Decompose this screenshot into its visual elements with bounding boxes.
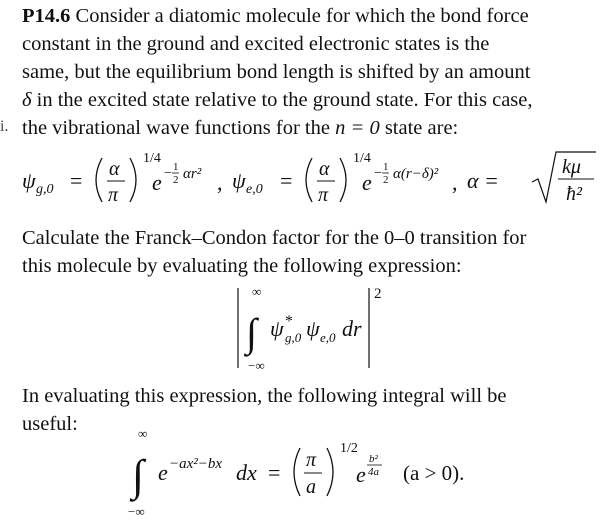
- lower-limit-minus-infinity-3: −∞: [128, 504, 145, 519]
- right-paren-1: [130, 158, 136, 202]
- half-den-2: 2: [383, 174, 389, 186]
- exp-minus-1: −: [164, 166, 172, 181]
- problem-text-5: the vibrational wave functions for the: [22, 117, 330, 139]
- problem-line-5: [22, 114, 597, 142]
- integral-sign-3: ∫: [132, 451, 145, 500]
- lower-limit-minus-infinity: −∞: [248, 358, 265, 373]
- left-paren-2: [306, 158, 312, 202]
- problem-label: P14.6: [22, 5, 71, 27]
- wavefunction-equation: [0, 146, 608, 206]
- problem-text: Consider a diatomic molecule for which the bond force: [75, 5, 529, 27]
- squared-power: 2: [374, 286, 382, 302]
- psi-g-conj: ψ: [270, 316, 284, 341]
- power-half: 1/2: [340, 441, 358, 456]
- power-quarter-1: 1/4: [143, 151, 161, 166]
- alpha-num-1: α: [109, 158, 120, 180]
- exponent-3: −ax²−bx: [169, 456, 223, 472]
- half-num-2: 1: [383, 161, 389, 173]
- problem-statement: [22, 2, 597, 142]
- psi-e-2: ψ: [306, 316, 320, 341]
- paragraph2-line-1: Calculate the Franck–Condon factor for the 0–0 transition for: [22, 227, 527, 249]
- psi-g-subscript-2: g,0: [285, 330, 302, 345]
- differential-dr: dr: [342, 316, 362, 341]
- condition-text: (a > 0).: [403, 461, 465, 485]
- exp-minus-2: −: [374, 166, 382, 181]
- differential-dx: dx: [236, 460, 257, 485]
- delta-symbol: δ: [22, 89, 32, 111]
- sqrt-denominator: ħ²: [566, 183, 582, 205]
- equals-2: =: [280, 168, 293, 193]
- psi-e-subscript: e,0: [246, 182, 263, 197]
- franck-condon-expression: [0, 284, 608, 374]
- conjugate-star: *: [285, 313, 293, 330]
- half-den-1: 2: [173, 174, 179, 186]
- left-paren-3: [294, 448, 300, 496]
- exp-tail-g: αr²: [183, 166, 202, 182]
- comma-1: ,: [217, 170, 223, 195]
- upper-limit-infinity-3: ∞: [138, 426, 148, 441]
- psi-g-subscript: g,0: [36, 182, 54, 197]
- problem-line-4: [22, 86, 597, 114]
- exp-e-1: e: [152, 170, 162, 195]
- alpha-num-2: α: [319, 158, 330, 180]
- equals-1: =: [70, 168, 83, 193]
- exp-e-2: e: [362, 170, 372, 195]
- pi-num-3: π: [306, 449, 317, 471]
- alpha-definition: α =: [467, 168, 499, 193]
- problem-line-1: [22, 2, 597, 30]
- sqrt-numerator: kμ: [562, 156, 581, 178]
- psi-g-symbol: ψ: [22, 168, 36, 193]
- power-quarter-2: 1/4: [353, 151, 371, 166]
- four-a: 4a: [368, 466, 379, 478]
- n-equation: n = 0: [335, 117, 380, 139]
- psi-e-symbol: ψ: [232, 168, 246, 193]
- a-den-3: a: [306, 476, 316, 498]
- problem-text-4: in the excited state relative to the ground state. For this case,: [36, 89, 533, 111]
- upper-limit-infinity: ∞: [252, 284, 262, 299]
- equals-3: =: [268, 460, 281, 485]
- margin-mark: i.: [0, 118, 9, 135]
- franck-condon-paragraph: [22, 224, 597, 280]
- pi-den-1: π: [108, 184, 119, 206]
- exp-e-4: e: [356, 462, 366, 487]
- pi-den-2: π: [318, 184, 329, 206]
- b-squared: b²: [369, 453, 378, 465]
- paragraph3-line-2: useful:: [22, 413, 78, 435]
- gaussian-integral-equation: [0, 426, 608, 518]
- paragraph2-line-2: this molecule by evaluating the following expression:: [22, 255, 462, 277]
- integral-sign: ∫: [246, 310, 257, 355]
- problem-line-3: same, but the equilibrium bond length is shifted by an amount: [22, 61, 531, 83]
- left-paren-1: [96, 158, 102, 202]
- right-paren-3: [327, 448, 333, 496]
- half-num-1: 1: [173, 161, 179, 173]
- right-paren-2: [340, 158, 346, 202]
- comma-2: ,: [452, 170, 458, 195]
- paragraph3-line-1: In evaluating this expression, the following integral will be: [22, 385, 507, 407]
- exp-tail-e: α(r−δ)²: [393, 166, 439, 182]
- problem-line-2: constant in the ground and excited electronic states is the: [22, 33, 490, 55]
- psi-e-subscript-2: e,0: [320, 330, 336, 345]
- problem-text-5b: state are:: [384, 117, 459, 139]
- exp-e-3: e: [158, 460, 168, 485]
